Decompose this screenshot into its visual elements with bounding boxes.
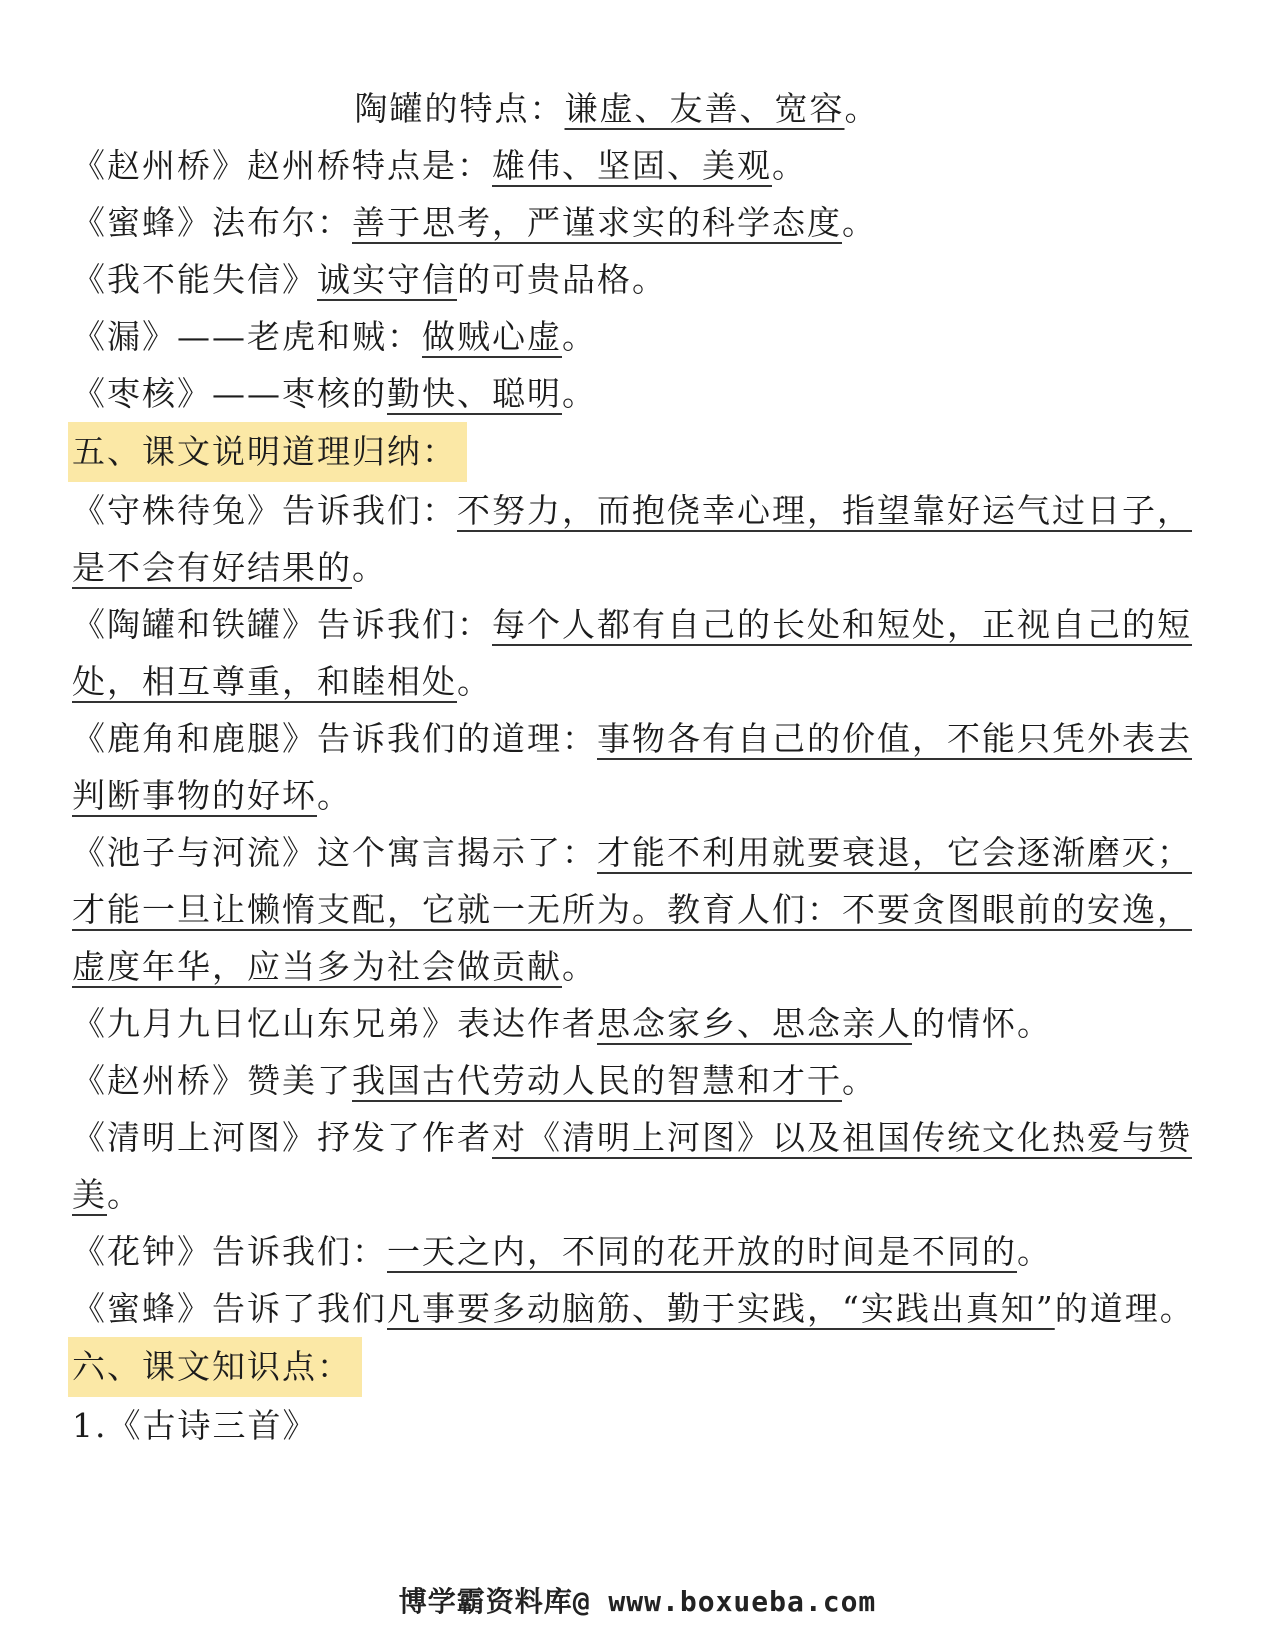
underlined-answer: 每个人都有自己的长处和短处，正视自己的短处，相互尊重，和睦相处 — [72, 605, 1192, 701]
underlined-answer: 一天之内，不同的花开放的时间是不同的 — [387, 1232, 1017, 1271]
underlined-answer: 对《清明上河图》以及祖国传统文化热爱与赞美 — [72, 1118, 1192, 1214]
text-paragraph: 《九月九日忆山东兄弟》表达作者思念家乡、思念亲人的情怀。 — [72, 1004, 1052, 1043]
text-line: 《赵州桥》赵州桥特点是：雄伟、坚固、美观。 — [72, 146, 807, 185]
section-5-title: 五、课文说明道理归纳： — [68, 422, 467, 482]
list-item: 1.《古诗三首》 — [72, 1406, 318, 1445]
text-paragraph: 《守株待兔》告诉我们：不努力，而抱侥幸心理，指望靠好运气过日子，是不会有好结果的。 — [72, 491, 1192, 587]
text-paragraph: 《花钟》告诉我们：一天之内，不同的花开放的时间是不同的。 — [72, 1232, 1052, 1271]
underlined-answer: 凡事要多动脑筋、勤于实践，“实践出真知” — [387, 1289, 1055, 1328]
text-line: 《蜜蜂》法布尔：善于思考，严谨求实的科学态度。 — [72, 203, 877, 242]
underlined-answer: 不努力，而抱侥幸心理，指望靠好运气过日子，是不会有好结果的 — [72, 491, 1192, 587]
underlined-answer: 思念家乡、思念亲人 — [597, 1004, 912, 1043]
text-line: 《我不能失信》诚实守信的可贵品格。 — [72, 260, 667, 299]
footer-watermark: 博学霸资料库@ www.boxueba.com — [398, 1585, 877, 1618]
text-line: 《枣核》——枣核的勤快、聪明。 — [72, 374, 597, 413]
text-paragraph: 《蜜蜂》告诉了我们凡事要多动脑筋、勤于实践，“实践出真知”的道理。 — [72, 1289, 1195, 1328]
text-line: 陶罐的特点：谦虚、友善、宽容。 — [354, 89, 880, 128]
text-paragraph: 《清明上河图》抒发了作者对《清明上河图》以及祖国传统文化热爱与赞美。 — [72, 1118, 1192, 1214]
underlined-answer: 才能不利用就要衰退，它会逐渐磨灭；才能一旦让懒惰支配，它就一无所为。教育人们：不要贪图眼前的安逸，虚度年华，应当多为社会做贡献 — [72, 833, 1192, 986]
underlined-answer: 勤快、聪明 — [387, 374, 562, 413]
underlined-answer: 事物各有自己的价值，不能只凭外表去判断事物的好坏 — [72, 719, 1192, 815]
text-line: 《漏》——老虎和贼：做贼心虚。 — [72, 317, 597, 356]
text-paragraph: 《陶罐和铁罐》告诉我们：每个人都有自己的长处和短处，正视自己的短处，相互尊重，和睦相处。 — [72, 605, 1192, 701]
text-paragraph: 《鹿角和鹿腿》告诉我们的道理：事物各有自己的价值，不能只凭外表去判断事物的好坏。 — [72, 719, 1192, 815]
text-paragraph: 《赵州桥》赞美了我国古代劳动人民的智慧和才干。 — [72, 1061, 877, 1100]
text-paragraph: 《池子与河流》这个寓言揭示了：才能不利用就要衰退，它会逐渐磨灭；才能一旦让懒惰支配，它就一无所为。教育人们：不要贪图眼前的安逸，虚度年华，应当多为社会做贡献。 — [72, 833, 1192, 986]
underlined-answer: 谦虚、友善、宽容 — [564, 89, 845, 128]
section-heading — [72, 1337, 1202, 1397]
underlined-answer: 诚实守信 — [317, 260, 457, 299]
document-body — [72, 80, 1202, 1454]
section-heading — [72, 422, 1202, 482]
section-6-title: 六、课文知识点： — [68, 1337, 362, 1397]
underlined-answer: 善于思考，严谨求实的科学态度 — [352, 203, 842, 242]
underlined-answer: 我国古代劳动人民的智慧和才干 — [352, 1061, 842, 1100]
underlined-answer: 雄伟、坚固、美观 — [492, 146, 772, 185]
underlined-answer: 做贼心虚 — [422, 317, 562, 356]
